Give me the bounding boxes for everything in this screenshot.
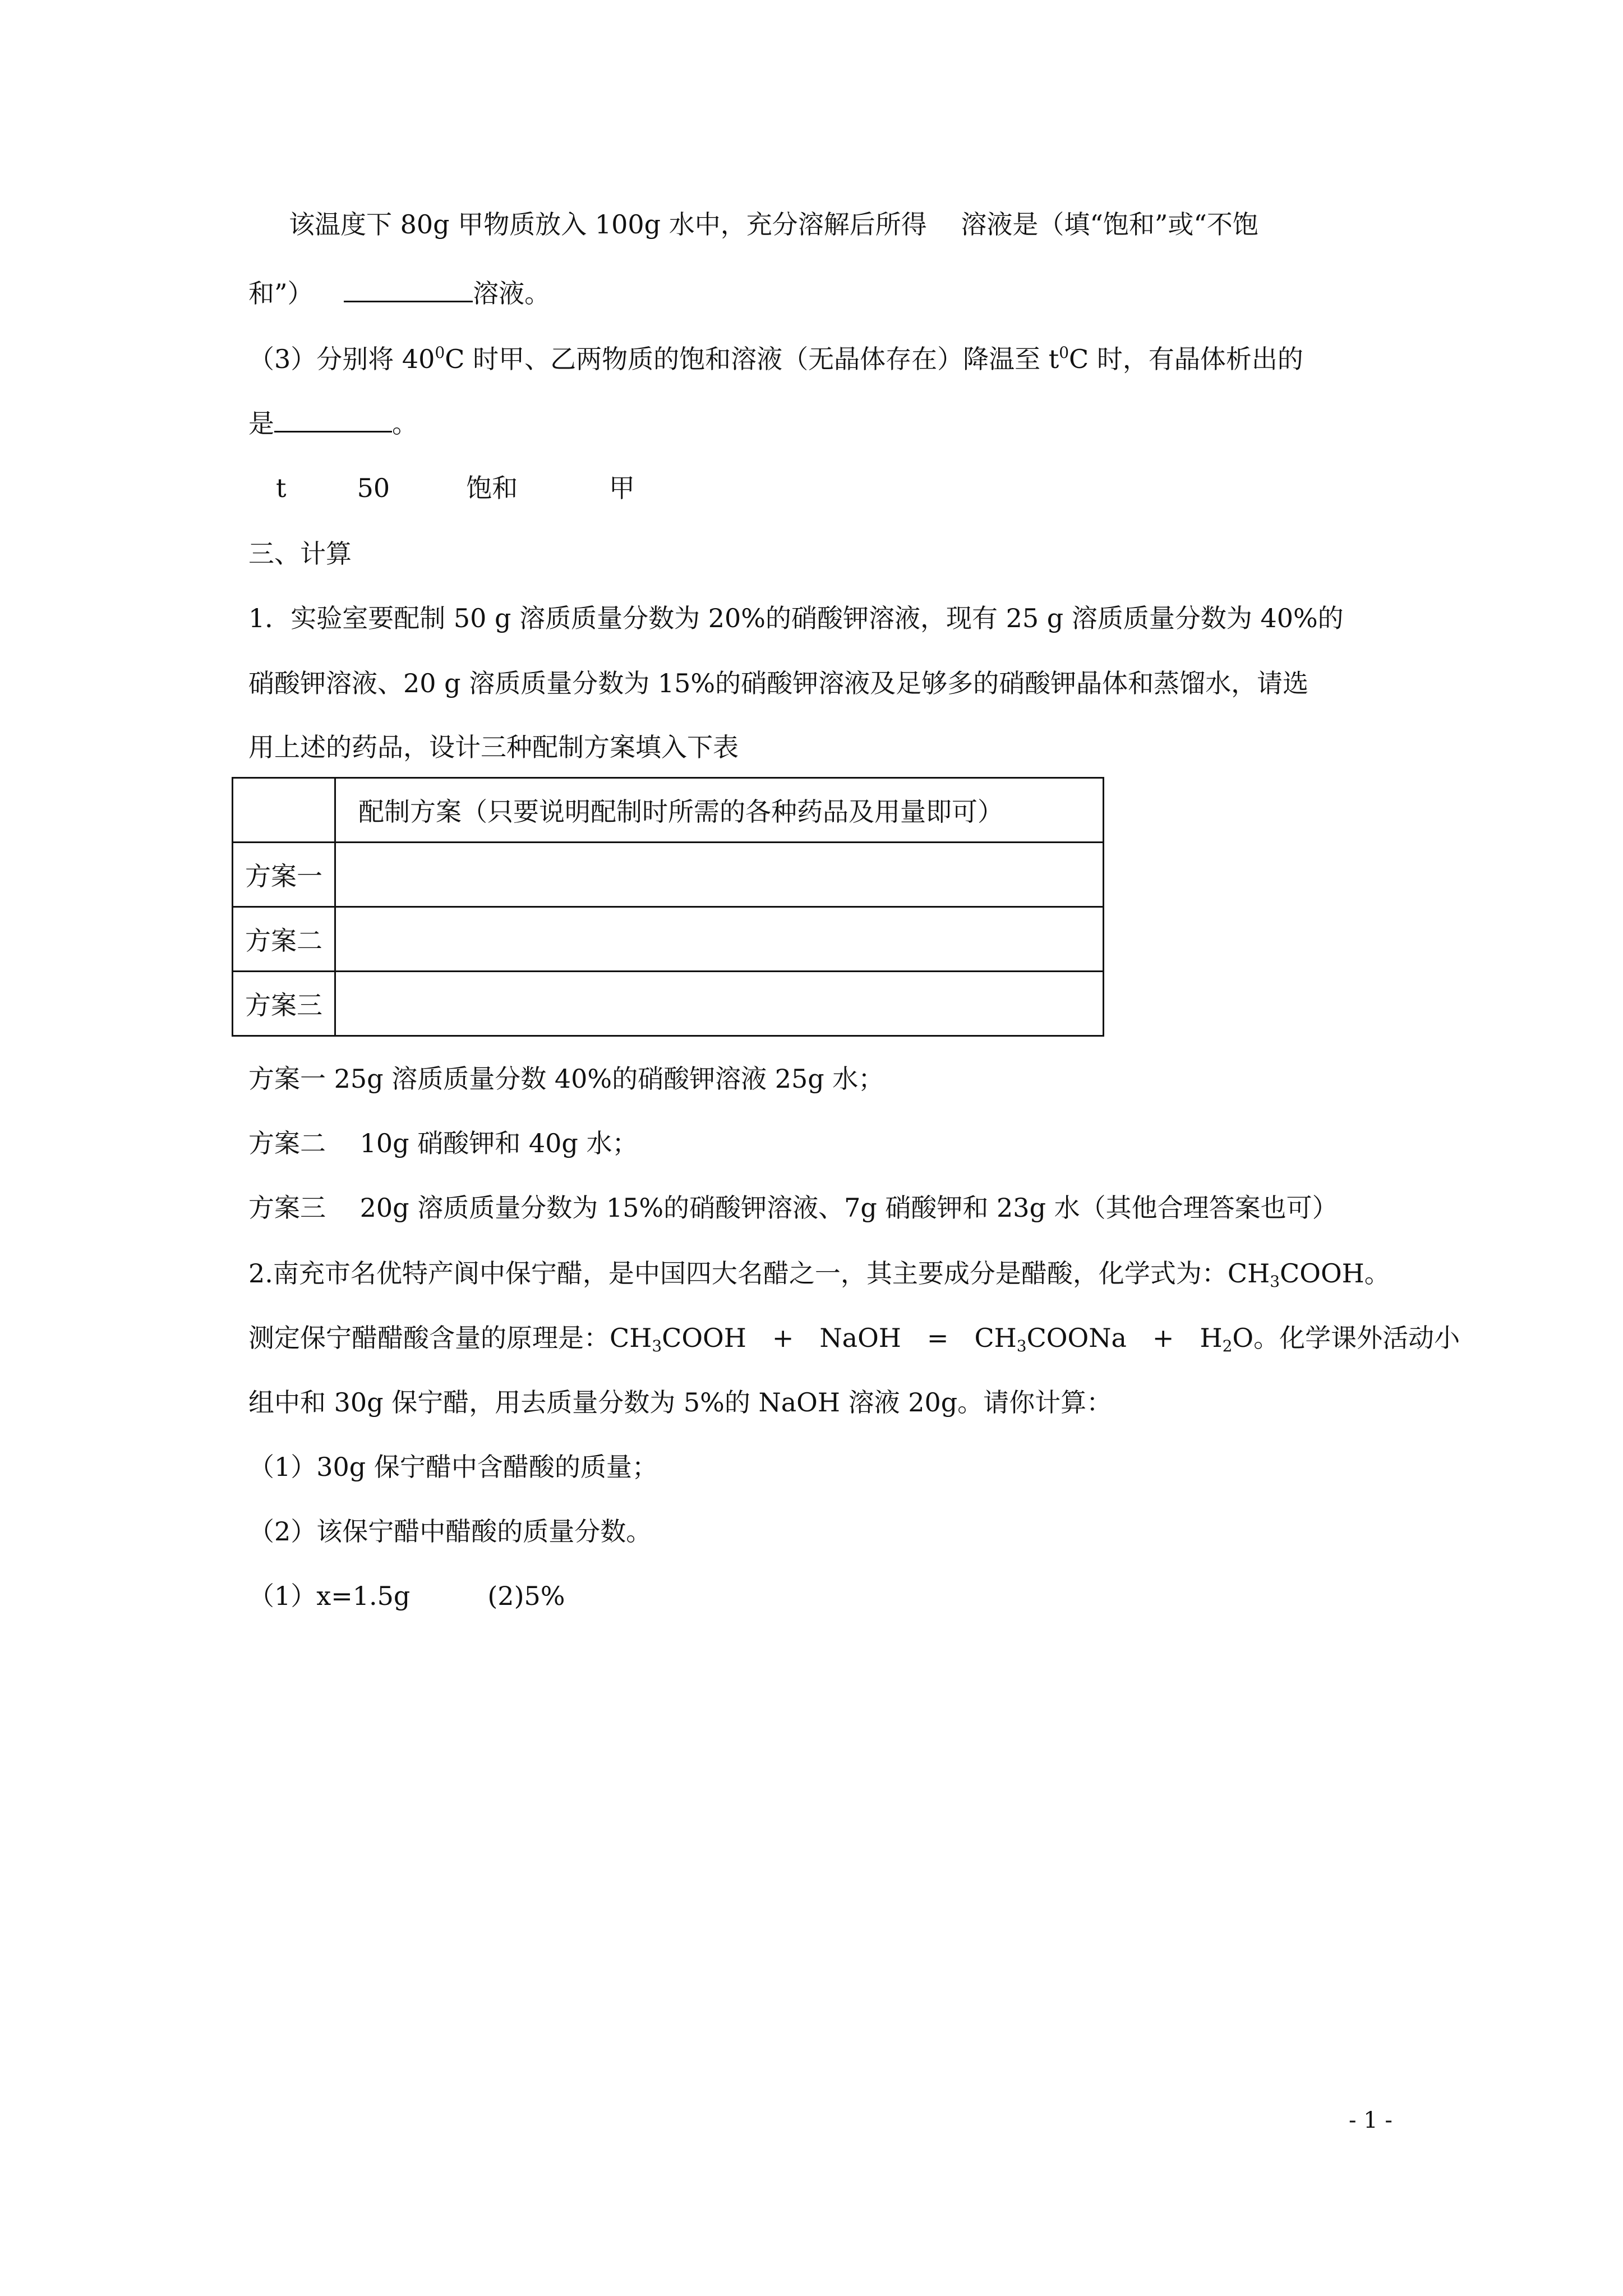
q3-text-b: C 时甲、乙两物质的饱和溶液（无晶体存在）降温至 t — [445, 344, 1059, 374]
q3-line-2-suffix: 。 — [392, 408, 418, 439]
section-title: 三、计算 — [248, 539, 352, 569]
table-answer-cell[interactable] — [335, 972, 1104, 1036]
calc1-line-1: 1．实验室要配制 50 g 溶质质量分数为 20%的硝酸钾溶液，现有 25 g 溶质质量分数为 40%的 — [248, 603, 1344, 633]
calc1-line-2: 硝酸钾溶液、20 g 溶质质量分数为 15%的硝酸钾溶液及足够多的硝酸钾晶体和蒸馏水，请选 — [248, 668, 1309, 698]
calc2-sub: 2 — [1222, 1337, 1233, 1355]
calc2-line-3: 组中和 30g 保宁醋，用去质量分数为 5%的 NaOH 溶液 20g。请你计算： — [248, 1387, 1113, 1418]
calc2-question-1: （1）30g 保宁醋中含醋酸的质量； — [248, 1452, 658, 1482]
table-header-cell: 配制方案（只要说明配制时所需的各种药品及用量即可） — [335, 778, 1104, 843]
calc2-text-a: 2.南充市名优特产阆中保宁醋，是中国四大名醋之一，其主要成分是醋酸，化学式为：CH — [248, 1258, 1270, 1289]
q2-line-2-prefix: 和”） — [248, 278, 313, 309]
answer-3: 饱和 — [466, 473, 518, 503]
page-number: - 1 - — [1349, 2108, 1393, 2133]
calc2-sub: 3 — [1016, 1337, 1027, 1355]
answer-2: 50 — [357, 473, 390, 503]
plan-table — [232, 777, 1104, 1037]
calc1-line-3: 用上述的药品，设计三种配制方案填入下表 — [248, 732, 739, 762]
answer-blank[interactable] — [344, 278, 473, 302]
table-header-row — [233, 778, 1104, 843]
calc2-line-1 — [248, 1257, 1390, 1290]
answers-line — [276, 471, 635, 505]
q3-sup-1: 0 — [435, 343, 445, 362]
calc2-text-d: O。化学课外活动小 — [1232, 1323, 1460, 1353]
table-row-label: 方案三 — [233, 972, 335, 1036]
table-answer-cell[interactable] — [335, 907, 1104, 972]
q2-line-1: 该温度下 80g 甲物质放入 100g 水中，充分溶解后所得 溶液是（填“饱和”或“不饱 — [289, 209, 1258, 240]
table-row — [233, 907, 1104, 972]
q3-sup-2: 0 — [1059, 343, 1069, 362]
table-row — [233, 843, 1104, 907]
q2-line-2-suffix: 溶液。 — [473, 278, 551, 309]
plan-answer-1: 方案一 25g 溶质质量分数 40%的硝酸钾溶液 25g 水； — [248, 1064, 884, 1094]
answer-blank[interactable] — [274, 408, 392, 432]
calc2-answer: （1）x=1.5g (2)5% — [248, 1581, 565, 1611]
calc2-sub: 3 — [652, 1337, 662, 1355]
answer-4: 甲 — [608, 473, 635, 503]
table-answer-cell[interactable] — [335, 843, 1104, 907]
answer-1: t — [276, 473, 287, 503]
calc2-text-b: COOH。 — [1280, 1258, 1390, 1289]
q3-line-2 — [248, 407, 418, 440]
q3-line-2-prefix: 是 — [248, 408, 274, 439]
table-corner-cell — [233, 778, 335, 843]
calc2-question-2: （2）该保宁醋中醋酸的质量分数。 — [248, 1516, 652, 1547]
calc2-sub: 3 — [1270, 1272, 1280, 1291]
table-row-label: 方案二 — [233, 907, 335, 972]
q2-line-2 — [248, 277, 550, 310]
plan-answer-2: 方案二 10g 硝酸钾和 40g 水； — [248, 1128, 638, 1158]
table-row — [233, 972, 1104, 1036]
table-row-label: 方案一 — [233, 843, 335, 907]
calc2-text-c: COONa + H — [1026, 1323, 1223, 1353]
q3-line-1 — [248, 342, 1303, 376]
plan-answer-3: 方案三 20g 溶质质量分数为 15%的硝酸钾溶液、7g 硝酸钾和 23g 水（其他合理答案也可） — [248, 1193, 1338, 1223]
calc2-text-b: COOH + NaOH = CH — [662, 1323, 1017, 1353]
calc2-text-a: 测定保宁醋醋酸含量的原理是：CH — [248, 1323, 652, 1353]
calc2-line-2 — [248, 1321, 1460, 1355]
q3-text-a: （3）分别将 40 — [248, 344, 435, 374]
q3-text-c: C 时，有晶体析出的 — [1069, 344, 1303, 374]
